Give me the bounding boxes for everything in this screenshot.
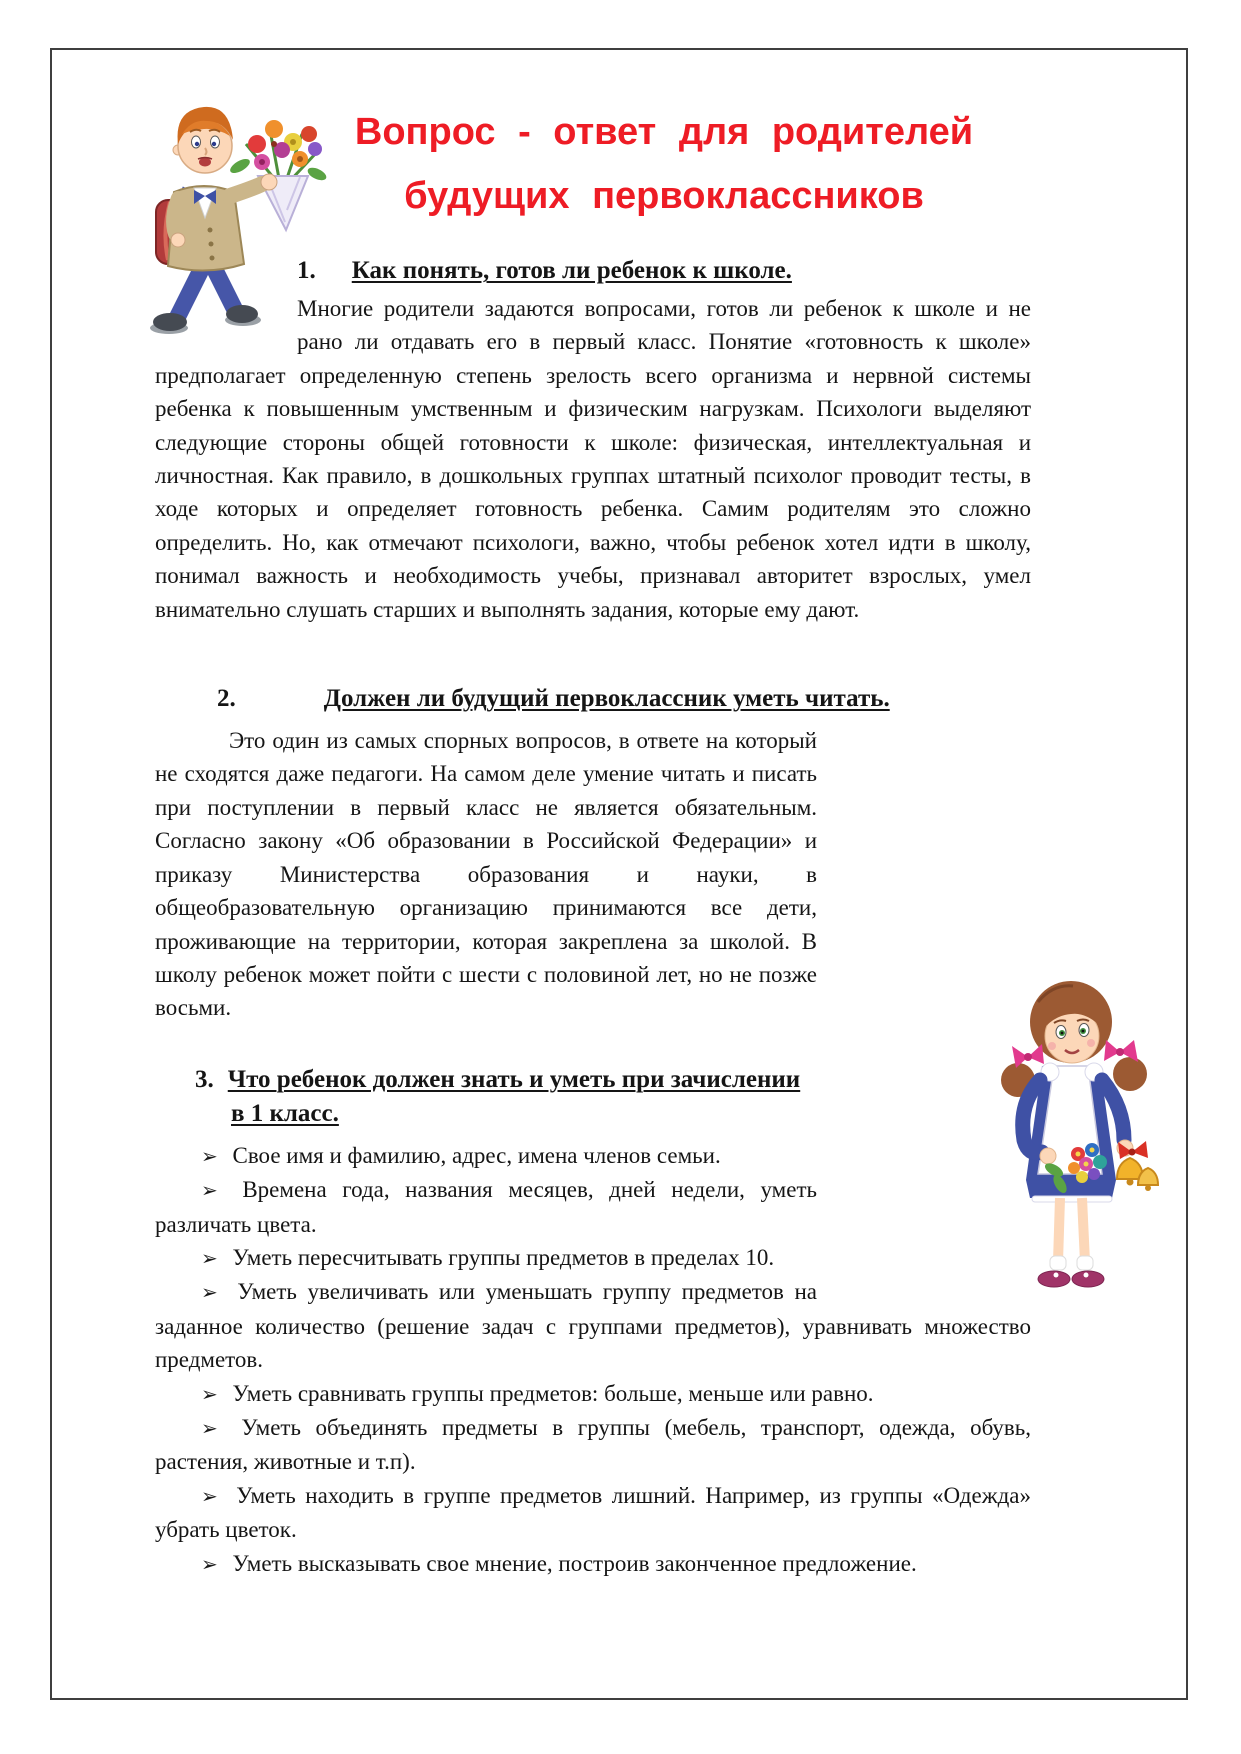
arrow-bullet-icon: ➢ [201,1415,218,1440]
section-1-paragraph: Многие родители задаются вопросами, готов ли ребенок к школе и не рано ли отдавать его в первый класс. Понятие «готовность к школе» предполагает определенную степень зрелость всего организма и нервной системы ребенка к повышенным умственным и физическим нагрузкам. Психологи выделяют следующие стороны общей готовности к школе: физическая, интеллектуальная и личностная. Как правило, в дошкольных группах штатный психолог проводит тесты, в ходе которых и определяет готовность ребенка. Самим родителям это сложно определить. Но, как отмечают психологи, важно, чтобы ребенок хотел идти в школу, понимал важность и необходимость учебы, признавал авторитет взрослых, умел внимательно слушать старших и выполнять задания, которые ему дают. [155,296,1031,622]
list-item-text: Уметь находить в группе предметов лишний. Например, из группы «Одежда» убрать цветок. [155,1482,1031,1543]
section-2-heading-text: Должен ли будущий первоклассник уметь читать. [323,685,890,713]
arrow-bullet-icon: ➢ [201,1245,218,1270]
list-item-text: Уметь объединять предметы в группы (мебель, транспорт, одежда, обувь, растения, животные и т.п). [155,1414,1031,1475]
list-item-text: Уметь сравнивать группы предметов: больше, меньше или равно. [232,1380,874,1406]
list-item-text: Времена года, названия месяцев, дней недели, уметь различать цвета. [155,1177,817,1237]
list-item [155,1479,1031,1547]
list-item-text: Свое имя и фамилию, адрес, имена членов семьи. [232,1142,721,1168]
arrow-bullet-icon: ➢ [201,1178,218,1203]
section-2-heading [155,682,1031,716]
list-item [155,1547,1031,1581]
section-1-heading-text: Как понять, готов ли ребенок к школе. [351,257,792,284]
section-2-number: 2. [217,685,236,713]
list-item [155,1377,1031,1411]
section-2-paragraph: Это один из самых спорных вопросов, в ответе на который не сходятся даже педагоги. На самом деле умение читать и писать при поступлении в первый класс не является обязательным. Согласно закону «Об образовании в Российской Федерации» и приказу Министерства образования и науки, в общеобразовательную организацию принимаются все дети, проживающие на территории, которая закреплена за школой. В школу ребенок может пойти с шести с половиной лет, но не позже восьми. [155,728,817,1021]
arrow-bullet-icon: ➢ [201,1280,218,1305]
list-item-text: Уметь высказывать свое мнение, построив законченное предложение. [232,1550,917,1576]
boy-image-text-wrap-spacer [155,92,297,344]
list-item-text: Уметь увеличивать или уменьшать группу предметов на заданное количество (решение задач с группами предметов), уравнивать множество предметов. [155,1279,1031,1373]
section-3-heading-text: Что ребенок должен знать и уметь при зачислении в 1 класс. [227,1065,801,1127]
page-title-line-1: Вопрос - ответ для родителей [354,111,974,153]
list-item [155,1411,1031,1479]
section-3-number: 3. [195,1065,214,1093]
arrow-bullet-icon: ➢ [201,1483,218,1508]
page-title-line-2: будущих первоклассников [404,175,924,217]
section-1-number: 1. [297,257,316,284]
arrow-bullet-icon: ➢ [201,1381,218,1406]
document-body [155,92,1031,1581]
arrow-bullet-icon: ➢ [201,1143,218,1168]
girl-image-text-wrap-spacer [817,896,1031,1304]
list-item-text: Уметь пересчитывать группы предметов в пределах 10. [232,1244,775,1270]
arrow-bullet-icon: ➢ [201,1551,218,1576]
